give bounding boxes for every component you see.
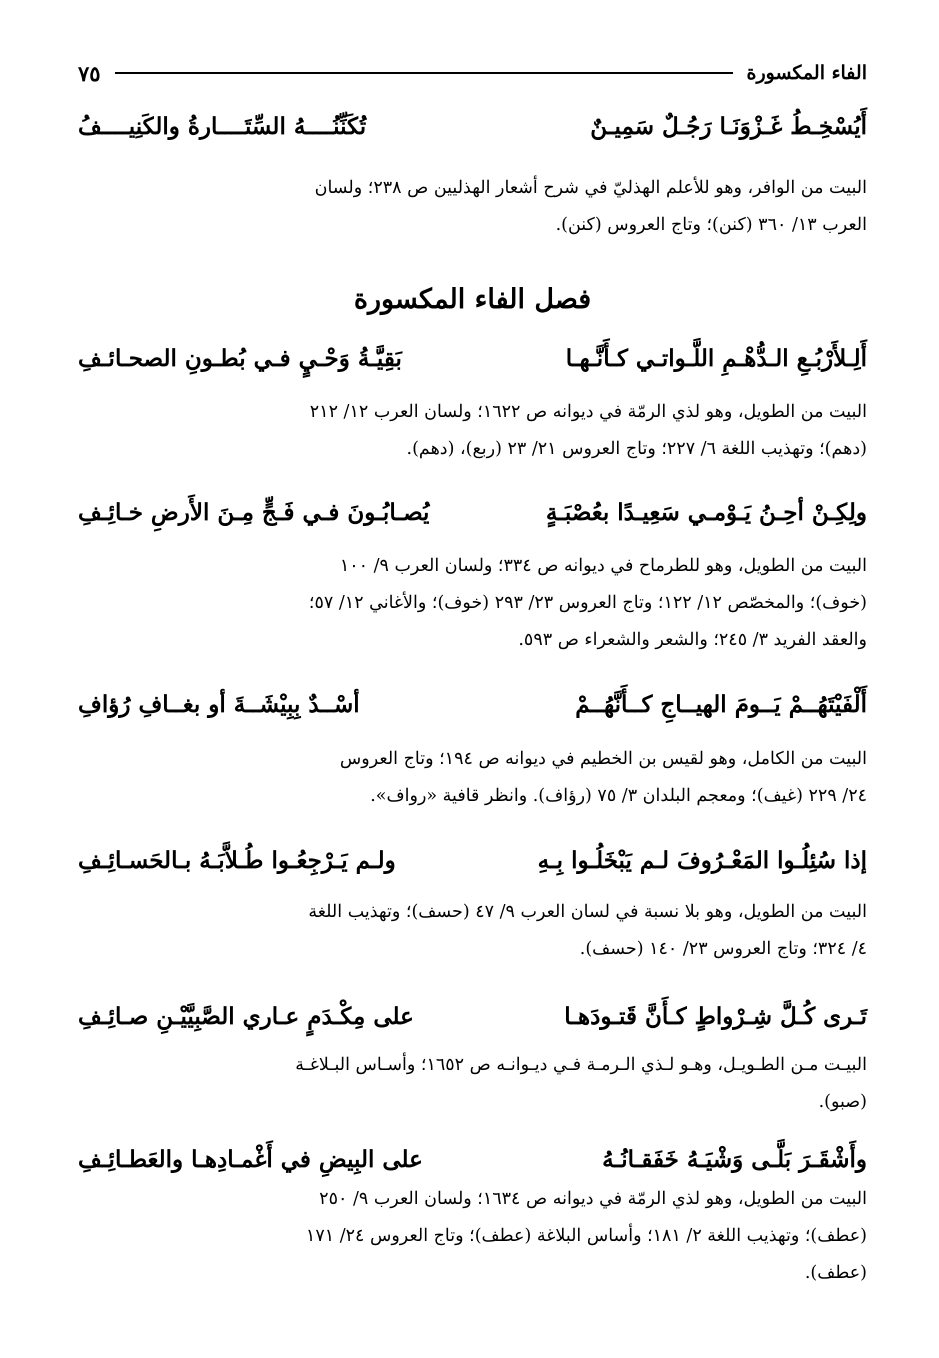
section-title: فصل الفاء المكسورة: [353, 284, 592, 315]
running-title: الفاء المكسورة: [746, 62, 867, 84]
note-line: البيت من الكامل، وهو لقيس بن الخطيم في ديوانه ص ١٩٤؛ وتاج العروس: [339, 749, 867, 769]
verse-second-hemistich: ولـم يَـرْجِعُـوا طُـلاَّبَـهُ بـالحَسـائِـفِ: [78, 846, 396, 874]
verse: [78, 336, 867, 380]
note-line: البيت من الطويل، وهو لذي الرمّة في ديوانه ص ١٦٢٢؛ ولسان العرب ١٢/ ٢١٢: [309, 402, 867, 422]
verse: [78, 490, 867, 534]
note-line: والعقد الفريد ٣/ ٢٤٥؛ والشعر والشعراء ص ٥٩٣.: [518, 630, 867, 650]
verse-note: [78, 548, 867, 659]
note-line: العرب ١٣/ ٣٦٠ (كنن)؛ وتاج العروس (كنن).: [555, 215, 867, 235]
page-number: ٧٥: [78, 60, 101, 86]
verse: [78, 682, 867, 726]
verse-first-hemistich: وأَشْقَـرَ بَلَّـى وَشْيَـهُ خَفَقـانُـهُ: [602, 1145, 867, 1173]
verse-note: [78, 394, 867, 468]
note-line: ٢٤/ ٢٢٩ (غيف)؛ ومعجم البلدان ٣/ ٧٥ (رؤاف). وانظر قافية «رواف».: [370, 786, 867, 806]
verse-first-hemistich: إذا سُئِلُـوا المَعْـرُوفَ لـم يَبْخَلُـوا بِـهِ: [537, 846, 867, 874]
note-line: (صبو).: [818, 1092, 867, 1112]
note-line: (عطف).: [804, 1263, 867, 1283]
note-line: البيـت مـن الطـويـل، وهـو لـذي الـرمـة فـي ديـوانـه ص ١٦٥٢؛ وأسـاس البـلاغـة: [295, 1055, 867, 1075]
verse-second-hemistich: على مِكْـدَمٍ عـاري الصَّبِيَّيْـنِ صـائِـفِ: [78, 1002, 414, 1030]
note-line: البيت من الطويل، وهو للطرماح في ديوانه ص ٣٣٤؛ ولسان العرب ٩/ ١٠٠: [339, 556, 867, 576]
note-line: البيت من الوافر، وهو للأعلم الهذليّ في شرح أشعار الهذليين ص ٢٣٨؛ ولسان: [314, 178, 867, 198]
verse-note: [78, 170, 867, 244]
verse-first-hemistich: ولِكِـنْ أحِـنُ يَـوْمـي سَعِيـدًا بعُصْبَـةٍ: [545, 498, 867, 526]
verse-note: [78, 741, 867, 815]
note-line: (خوف)؛ والمخصّص ١٢/ ١٢٢؛ وتاج العروس ٢٣/ ٢٩٣ (خوف)؛ والأغاني ١٢/ ٥٧؛: [308, 593, 867, 613]
verse-note: [78, 1047, 867, 1121]
verse: [78, 1137, 867, 1181]
verse-second-hemistich: يُصـابُـونَ فـي فَـجٍّ مِـنَ الأَرضِ خـائِـفِ: [78, 498, 430, 526]
note-line: البيت من الطويل، وهو لذي الرمّة في ديوانه ص ١٦٣٤؛ ولسان العرب ٩/ ٢٥٠: [319, 1189, 867, 1209]
verse: [78, 838, 867, 882]
note-line: البيت من الطويل، وهو بلا نسبة في لسان العرب ٩/ ٤٧ (حسف)؛ وتهذيب اللغة: [308, 902, 867, 922]
verse-second-hemistich: أسْــدٌ بِبِيْشَــةَ أو بغــافِ رُؤافِ: [78, 690, 360, 718]
verse-note: [78, 894, 867, 968]
note-line: ٤/ ٣٢٤؛ وتاج العروس ٢٣/ ١٤٠ (حسف).: [579, 939, 867, 959]
verse-second-hemistich: تُكَنِّنُــــهُ السِّتَــــارةُ والكَنِيــــفُ: [78, 112, 367, 140]
note-line: (عطف)؛ وتهذيب اللغة ٢/ ١٨١؛ وأساس البلاغة (عطف)؛ وتاج العروس ٢٤/ ١٧١: [305, 1226, 867, 1246]
verse-note: [78, 1181, 867, 1292]
verse-second-hemistich: بَقِيَّـةُ وَحْـيٍ فـي بُطـونِ الصحـائـفِ: [78, 344, 402, 372]
header-rule: [115, 72, 733, 74]
verse-first-hemistich: تَـرى كُـلَّ شِـرْواطٍ كـأَنَّ قَتـودَهـا: [564, 1002, 867, 1030]
verse-first-hemistich: أَلْفَيْتَهُــمْ يَــومَ الهيــاجِ كــأَنَّهُــمْ: [575, 690, 867, 718]
verse-second-hemistich: على البِيضِ في أَغْمـادِهـا والعَطـائِـفِ: [78, 1145, 423, 1173]
running-header: [78, 56, 867, 90]
verse-first-hemistich: أَيُسْخِـطُ غَـزْوَنَـا رَجُـلٌ سَمِيـنٌ: [590, 112, 867, 140]
verse-first-hemistich: أَلِـلأَرْبُـعِ الـدُّهْـمِ اللَّـواتـي كـأَنَّـهـا: [565, 344, 867, 372]
note-line: (دهم)؛ وتهذيب اللغة ٦/ ٢٢٧؛ وتاج العروس ٢١/ ٢٣ (ربع)، (دهم).: [406, 439, 867, 459]
verse: [78, 104, 867, 148]
verse: [78, 994, 867, 1038]
